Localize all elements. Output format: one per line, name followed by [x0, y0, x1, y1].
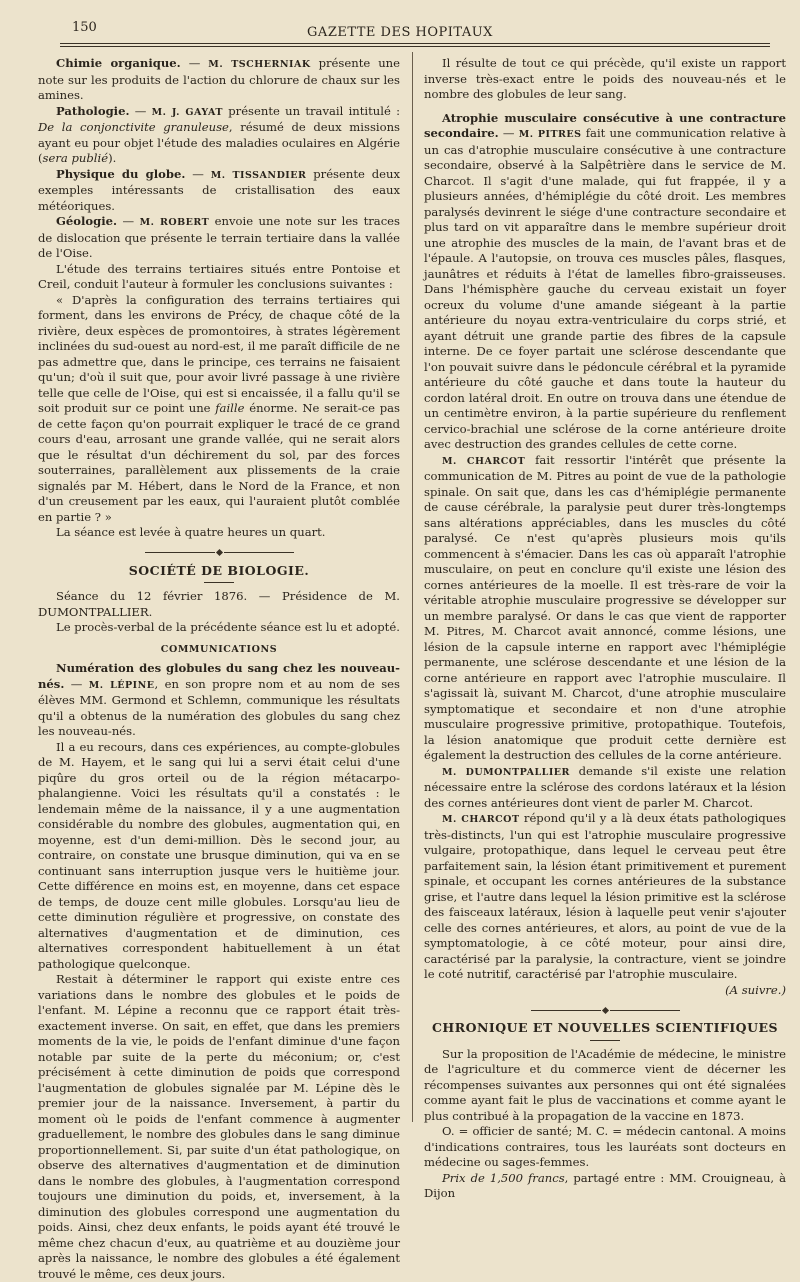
paragraph: La séance est levée à quatre heures un quart. — [56, 525, 326, 539]
continuation-note: (A suivre.) — [725, 982, 786, 997]
header-rule — [60, 46, 770, 47]
quotation: « D'après la configuration des terrains tertiaires qui forment, dans les environs de Précy, de chaque côté de la rivière, deux espèces de promontoires, à strates légèrement inclinées du sud-ouest au nord-est, il me paraît difficile de ne pas admettre que, dans le principe, ces terrains ne faisaient qu'un; d'où il suit que, pour avoir livré passage à une rivière telle que celle de l'Oise, qui est si encaissée, il a fallu qu'il se soit produit sur ce point une faille énorme. Ne serait-ce pas de cette façon qu'on pourrait expliquer le tracé de ce grand cours d'eau, arrosant une grande vallée, qui ne serait alors que le résultat d'un déchirement du sol, par des forces souterraines, parallèlement aux plissements de la craie signalés par M. Hébert, dans le Nord de la France, et non d'un creusement par les eaux, qui l'auraient plutôt comblée en partie ? » — [38, 292, 400, 524]
paragraph: Physique du globe. — M. TISSANDIER présente deux exemples intéressants de cristallisation des eaux météoriques. — [38, 166, 400, 213]
paragraph: Numération des globules du sang chez les nouveau-nés. — M. LÉPINE, en son propre nom et au nom de ses élèves MM. Germond et Schlemn, communique les résultats qu'il a obtenus de la numération des globules du sang chez les nouveau-nés. — [38, 661, 400, 738]
section-title: CHRONIQUE ET NOUVELLES SCIENTIFIQUES — [431, 1020, 779, 1035]
paragraph: Chimie organique. — M. TSCHERNIAK présente une note sur les produits de l'action du chlorure de chaux sur les amines. — [38, 56, 400, 102]
paragraph: Pathologie. — M. J. GAYAT présente un travail intitulé : De la conjonctivite granuleuse, résumé de deux missions ayant eu pour objet l'étude des maladies oculaires en Algérie (sera publié). — [38, 103, 401, 165]
page-number: 150 — [72, 20, 97, 35]
running-head: GAZETTE DES HOPITAUX — [307, 25, 493, 40]
paragraph: O. = officier de santé; M. C. = médecin cantonal. A moins d'indications contraires, tous les lauréats sont docteurs en médecine ou sages-femmes. — [424, 1124, 786, 1169]
section-title: SOCIÉTÉ DE BIOLOGIE. — [128, 562, 310, 578]
short-rule — [204, 582, 234, 583]
paragraph: M. CHARCOT fait ressortir l'intérêt que présente la communication de M. Pitres au point de vue de la pathologie spinale. On sait que, dans les cas d'hémiplégie permanente de cause cérébrale, la paralysie peut durer très-longtemps sans altérations appréciables, dans les muscles du côté paralysé. Ce n'est qu'après plusieurs mois qu'ils commencent à s'émacier. Dans les cas où apparaît l'atrophie musculaire, on peut en conclure qu'il existe une lésion des cornes antérieures de la moelle. Il est très-rare de voir la véritable atrophie musculaire progressive se développer sur un membre paralysé. Or dans le cas que vient de rapporter M. Pitres, M. Charcot avait annoncé, comme lésions, une lésion de la capsule interne en rapport avec l'hémiplégie permanente, une sclérose descendante et une lésion de la corne antérieure en rapport avec l'atrophie musculaire. Il s'agissait là, suivant M. Charcot, d'une atrophie musculaire symptomatique et secondaire et non d'une atrophie musculaire progressive primitive, protopathique. Toutefois, la lésion anatomique que produit cette dernière est également la destruction des cellules de la corne antérieure. — [424, 452, 786, 762]
paragraph: Géologie. — M. ROBERT envoie une note sur les traces de dislocation que présente le terrain tertiaire dans la vallée de l'Oise. — [38, 214, 400, 260]
paragraph: Atrophie musculaire consécutive à une contracture secondaire. — M. PITRES fait une communication relative à un cas d'atrophie musculaire consécutive à une contracture secondaire, observé à la Salpêtrière dans le service de M. Charcot. Il s'agit d'une malade, qui fut frappée, il y a plusieurs années, d'hémiplégie du côté droit. Les membres paralysés devinrent le siége d'une contracture secondaire et plus tard on vit apparaître dans le membre supérieur droit une atrophie des muscles de la main, de l'avant bras et de l'épaule. A l'autopsie, on trouva ces muscles pâles, flasques, jaunâtres et réduits à l'état de lamelles fibro-graisseuses. Dans l'hémisphère gauche du cerveau existait un foyer ocreux du volume d'une amande siégeant à la partie antérieure du noyau extra-ventriculaire du corps strié, et ayant détruit une grande partie des fibres de la capsule interne. De ce foyer partait une sclérose descendante que l'on pouvait suivre dans le pédoncule cérébral et la pyramide antérieure du côté gauche et dans toute la hauteur du cordon latéral droit. En outre on trouva dans une étendue de un centimètre environ, à la partie supérieure du renflement cervico-brachial une sclérose de la corne antérieure droite avec destruction des grandes cellules de cette corne. — [424, 110, 787, 451]
paragraph: Il a eu recours, dans ces expériences, au compte-globules de M. Hayem, et le sang qui lui a servi était celui d'une piqûre du gros orteil ou de la région métacarpo-phalangienne. Voici les résultats qu'il a constatés : le lendemain même de la naissance, il y a une augmentation considérable du nombre des globules, augmentation qui, en moyenne, est d'un demi-million. Dès le second jour, au contraire, on constate une brusque diminution, qui va en se continuant sans interruption jusque vers le huitième jour. Cette différence en moins est, en moyenne, dans cet espace de temps, de douze cent mille globules. Lorsqu'au lieu de cette diminution régulière et progressive, on constate des alternatives d'augmentation et de diminution, ces alternatives correspondent habituellement à un état pathologique quelconque. — [38, 739, 400, 971]
short-rule — [590, 1040, 620, 1041]
paragraph: Il résulte de tout ce qui précède, qu'il existe un rapport inverse très-exact entre le poids des nouveau-nés et le nombre des globules de leur sang. — [424, 56, 786, 101]
paragraph: Prix de 1,500 francs, partagé entre : MM. Crouigneau, à Dijon — [424, 1170, 786, 1200]
ornament-rule — [38, 545, 400, 555]
header-rule — [60, 43, 770, 44]
column-divider — [412, 52, 413, 1122]
session-line: Séance du 12 février 1876. — Présidence de M. DUMONTPALLIER. — [38, 589, 400, 619]
paragraph: L'étude des terrains tertiaires situés entre Pontoise et Creil, conduit l'auteur à formuler les conclusions suivantes : — [38, 261, 400, 291]
ornament-rule — [424, 1002, 786, 1012]
paragraph: M. CHARCOT répond qu'il y a là deux états pathologiques très-distincts, l'un qui est l'atrophie musculaire progressive vulgaire, protopathique, dans lequel le cerveau peut être parfaitement sain, la lésion étant primitivement et purement spinale, et occupant les cornes antérieures de la substance grise, et l'autre dans lequel la lésion primitive est la sclérose des faisceaux latéraux, lésion à laquelle peut venir s'ajouter celle des cornes antérieures, et alors, au point de vue de la symptomatologie, à ce côté moteur, pour ainsi dire, caractérisé par la paralysie, la contracture, vient se joindre le coté nutritif, caractérisé par l'atrophie musculaire. — [424, 811, 786, 981]
right-column — [424, 56, 786, 1202]
paragraph: Sur la proposition de l'Académie de médecine, le ministre de l'agriculture et du commerce vient de décerner les récompenses suivantes aux personnes qui ont été signalées comme ayant fait le plus de vaccinations et comme ayant le plus contribué à la propagation de la vaccine en 1873. — [424, 1046, 786, 1123]
paragraph: Le procès-verbal de la précédente séance est lu et adopté. — [56, 620, 400, 634]
subheading: COMMUNICATIONS — [160, 643, 278, 655]
paragraph: Restait à déterminer le rapport qui existe entre ces variations dans le nombre des globules et le poids de l'enfant. M. Lépine a reconnu que ce rapport était très-exactement inverse. On sait, en effet, que dans les premiers moments de la vie, le poids de l'enfant diminue d'une façon notable par suite de la perte du méconium; or, c'est précisément à cette diminution de poids que correspond l'augmentation de globules signalée par M. Lépine dès le premier jour de la naissance. Inversement, à partir du moment où le poids de l'enfant commence à augmenter graduellement, le nombre des globules dans le sang diminue proportionnellement. Si, par suite d'un état pathologique, on observe des alternatives d'augmentation et de diminution dans le nombre des globules, à l'augmentation correspond toujours une diminution du poids, et, inversement, à la diminution des globules correspond une augmentation du poids. Ainsi, chez deux enfants, le poids ayant été trouvé le même chez chacun d'eux, au quatrième et au douzième jour après la naissance, le nombre des globules a été également trouvé le même, ces deux jours. — [38, 972, 400, 1281]
left-column — [38, 56, 400, 1282]
paragraph: M. DUMONTPALLIER demande s'il existe une relation nécessaire entre la sclérose des cordons latéraux et la lésion des cornes antérieures dont vient de parler M. Charcot. — [424, 763, 786, 810]
